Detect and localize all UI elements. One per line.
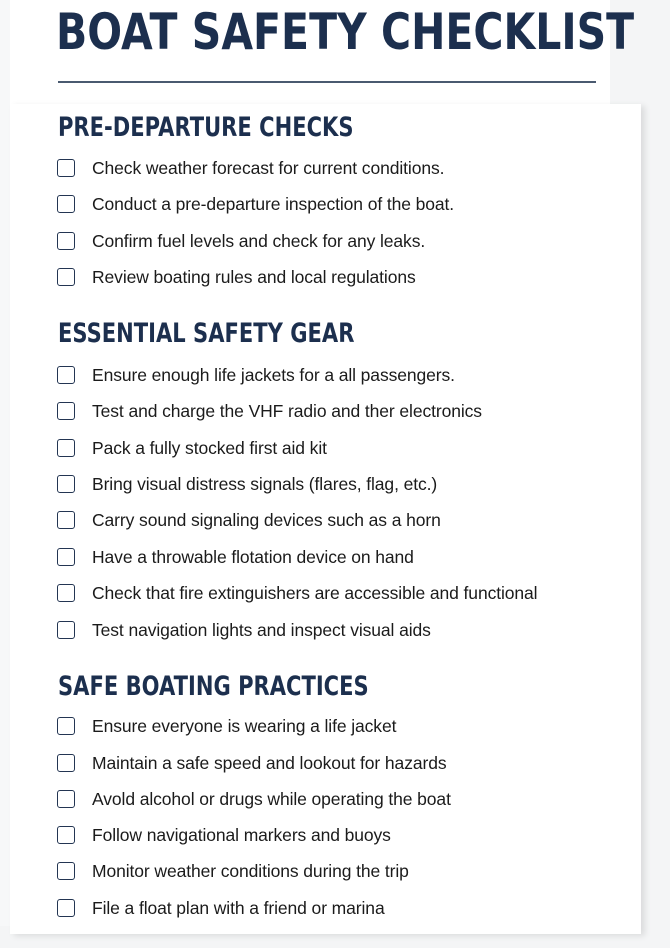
checklist-item[interactable] (57, 545, 414, 569)
section-heading-safety-gear: ESSENTIAL SAFETY GEAR (58, 318, 355, 349)
checklist-item-label: Pack a fully stocked first aid kit (92, 437, 327, 458)
title-divider (58, 81, 596, 83)
checklist-item-label: Check that fire extinguishers are accessible and functional (92, 582, 538, 603)
checklist-item-label: Bring visual distress signals (flares, flag, etc.) (92, 473, 438, 494)
checklist-item[interactable] (57, 472, 437, 496)
checkbox[interactable] (57, 402, 75, 420)
checkbox[interactable] (57, 232, 75, 250)
checklist-item[interactable] (57, 823, 391, 847)
checklist-item[interactable] (57, 265, 416, 289)
checklist-item-label: Monitor weather conditions during the trip (92, 860, 409, 881)
checkbox[interactable] (57, 439, 75, 457)
section-heading-pre-departure: PRE-DEPARTURE CHECKS (58, 112, 354, 143)
checkbox[interactable] (57, 511, 75, 529)
checklist-item-label: Ensure everyone is wearing a life jacket (92, 715, 397, 736)
checklist-item[interactable] (57, 896, 385, 920)
checklist-item-label: Confirm fuel levels and check for any leaks. (92, 230, 426, 251)
checkbox[interactable] (57, 826, 75, 844)
checkbox[interactable] (57, 790, 75, 808)
checklist-item-label: Check weather forecast for current conditions. (92, 157, 445, 178)
checkbox[interactable] (57, 366, 75, 384)
page-title: BOAT SAFETY CHECKLIST (56, 3, 635, 61)
checklist-item[interactable] (57, 787, 451, 811)
checkbox[interactable] (57, 717, 75, 735)
checkbox[interactable] (57, 159, 75, 177)
checklist-item-label: Follow navigational markers and buoys (92, 824, 391, 845)
section-heading-safe-practices: SAFE BOATING PRACTICES (58, 671, 369, 702)
checklist-item[interactable] (57, 751, 446, 775)
checkbox[interactable] (57, 621, 75, 639)
checkbox[interactable] (57, 195, 75, 213)
checklist-item-label: Avold alcohol or drugs while operating the boat (92, 788, 451, 809)
checkbox[interactable] (57, 548, 75, 566)
checklist-item[interactable] (57, 363, 455, 387)
checklist-item-label: Test navigation lights and inspect visual aids (92, 619, 431, 640)
checklist-item[interactable] (57, 618, 431, 642)
checkbox[interactable] (57, 584, 75, 602)
checklist-item[interactable] (57, 581, 537, 605)
checklist-item[interactable] (57, 714, 396, 738)
checklist-item[interactable] (57, 192, 454, 216)
checklist-item[interactable] (57, 156, 444, 180)
checklist-item[interactable] (57, 508, 441, 532)
checkbox[interactable] (57, 899, 75, 917)
checklist-item[interactable] (57, 859, 409, 883)
checklist-item[interactable] (57, 229, 425, 253)
checklist-item-label: Conduct a pre-departure inspection of the boat. (92, 193, 455, 214)
checkbox[interactable] (57, 475, 75, 493)
checklist-item-label: Carry sound signaling devices such as a horn (92, 509, 441, 530)
checklist-item-label: Review boating rules and local regulations (92, 266, 416, 287)
checklist-item-label: Have a throwable flotation device on hand (92, 546, 414, 567)
checkbox[interactable] (57, 862, 75, 880)
checkbox[interactable] (57, 754, 75, 772)
checklist-item[interactable] (57, 436, 327, 460)
checklist-item[interactable] (57, 399, 482, 423)
checklist-item-label: Ensure enough life jackets for a all passengers. (92, 364, 455, 385)
checkbox[interactable] (57, 268, 75, 286)
paper-edge (0, 0, 10, 926)
checklist-item-label: Test and charge the VHF radio and ther electronics (92, 400, 482, 421)
checklist-item-label: File a float plan with a friend or marina (92, 897, 385, 918)
checklist-item-label: Maintain a safe speed and lookout for hazards (92, 752, 447, 773)
